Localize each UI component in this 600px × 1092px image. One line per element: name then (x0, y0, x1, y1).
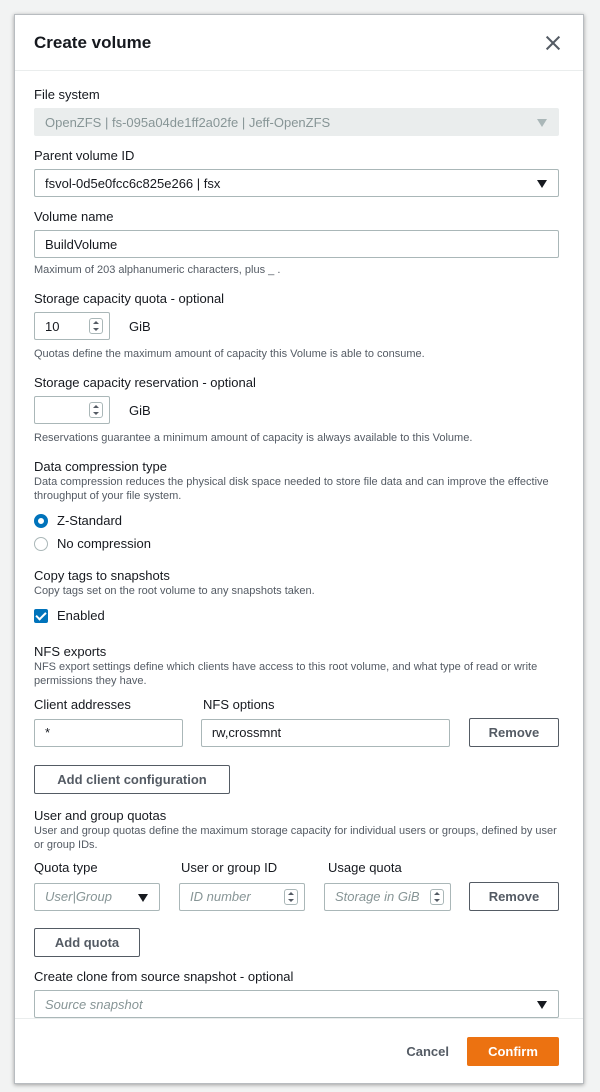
reservation-unit: GiB (129, 402, 151, 418)
user-quotas-desc: User and group quotas define the maximum storage capacity for individual users or groups, defined by user or group IDs. (34, 825, 557, 851)
file-system-select (34, 108, 559, 136)
file-system-label: File system (34, 87, 100, 102)
parent-volume-select[interactable] (34, 169, 559, 197)
user-group-id-input[interactable] (179, 883, 305, 911)
dialog-title: Create volume (34, 32, 152, 52)
volume-name-hint: Maximum of 203 alphanumeric characters, plus _ . (34, 264, 281, 276)
user-quotas-label: User and group quotas (34, 808, 167, 823)
stepper-icon[interactable] (284, 889, 298, 905)
quota-type-select[interactable] (34, 883, 160, 911)
quota-hint: Quotas define the maximum amount of capacity this Volume is able to consume. (34, 348, 425, 360)
chevron-down-icon (138, 894, 148, 902)
dialog-header (15, 15, 583, 71)
quota-unit: GiB (129, 318, 151, 334)
user-group-id-placeholder: ID number (190, 889, 251, 904)
nfs-desc: NFS export settings define which clients have access to this root volume, and what type of read or write permissions they have. (34, 661, 538, 687)
copy-tags-label: Copy tags to snapshots (34, 568, 170, 583)
source-snapshot-placeholder: Source snapshot (45, 996, 143, 1012)
create-volume-dialog (14, 14, 584, 1084)
cancel-button[interactable]: Cancel (406, 1043, 449, 1059)
quota-remove-button[interactable]: Remove (469, 882, 559, 911)
chevron-down-icon (537, 180, 547, 188)
parent-volume-value: fsvol-0d5e0fcc6c825e266 | fsx (45, 175, 221, 191)
close-icon[interactable] (543, 33, 563, 53)
volume-name-label: Volume name (34, 209, 114, 224)
nfs-options-value: rw,crossmnt (211, 725, 282, 740)
quota-label: Storage capacity quota - optional (34, 291, 225, 306)
compression-label: Data compression type (34, 459, 167, 474)
client-addresses-label: Client addresses (34, 697, 131, 712)
reservation-input[interactable] (34, 396, 110, 424)
user-group-id-label: User or group ID (181, 860, 278, 875)
confirm-button[interactable]: Confirm (467, 1037, 559, 1066)
chevron-down-icon (537, 119, 547, 127)
chevron-down-icon (537, 1001, 547, 1009)
stepper-icon[interactable] (430, 889, 444, 905)
reservation-label: Storage capacity reservation - optional (34, 375, 256, 390)
usage-quota-input[interactable] (324, 883, 451, 911)
checkbox-checked-icon[interactable] (34, 609, 48, 623)
compression-desc: Data compression reduces the physical disk space needed to store file data and can improve the effective throughput of your file system. (34, 476, 549, 502)
nfs-remove-button[interactable]: Remove (469, 718, 559, 747)
quota-type-placeholder: User|Group (45, 889, 112, 904)
reservation-hint: Reservations guarantee a minimum amount of capacity is always available to this Volume. (34, 432, 473, 444)
dialog-body (15, 71, 583, 1018)
client-address-input[interactable] (34, 719, 183, 747)
volume-name-value: BuildVolume (45, 236, 118, 252)
copy-tags-checkbox[interactable] (34, 604, 559, 627)
parent-volume-label: Parent volume ID (34, 148, 135, 163)
volume-name-input[interactable] (34, 230, 559, 258)
nfs-options-input[interactable] (201, 719, 450, 747)
quota-type-label: Quota type (34, 860, 98, 875)
add-quota-button[interactable]: Add quota (34, 928, 140, 957)
file-system-value: OpenZFS | fs-095a04de1ff2a02fe | Jeff-OpenZFS (45, 114, 331, 130)
radio-checked-icon[interactable] (34, 514, 48, 528)
radio-no-compression[interactable] (34, 532, 559, 555)
nfs-label: NFS exports (34, 644, 107, 659)
copy-tags-desc: Copy tags set on the root volume to any snapshots taken. (34, 585, 315, 597)
stepper-icon[interactable] (89, 402, 103, 418)
dialog-footer (15, 1018, 583, 1083)
usage-quota-label: Usage quota (328, 860, 402, 875)
radio-no-compression-label: No compression (57, 536, 151, 551)
source-snapshot-select[interactable] (34, 990, 559, 1018)
quota-input[interactable] (34, 312, 110, 340)
nfs-options-label: NFS options (203, 697, 275, 712)
radio-zstandard-label: Z-Standard (57, 513, 123, 528)
clone-label: Create clone from source snapshot - optional (34, 969, 294, 984)
usage-quota-placeholder: Storage in GiB (335, 889, 420, 904)
add-client-configuration-button[interactable]: Add client configuration (34, 765, 230, 794)
radio-zstandard[interactable] (34, 509, 559, 532)
stepper-icon[interactable] (89, 318, 103, 334)
copy-tags-checkbox-label: Enabled (57, 608, 105, 623)
radio-icon[interactable] (34, 537, 48, 551)
client-address-value: * (45, 725, 51, 740)
quota-value: 10 (45, 318, 60, 334)
